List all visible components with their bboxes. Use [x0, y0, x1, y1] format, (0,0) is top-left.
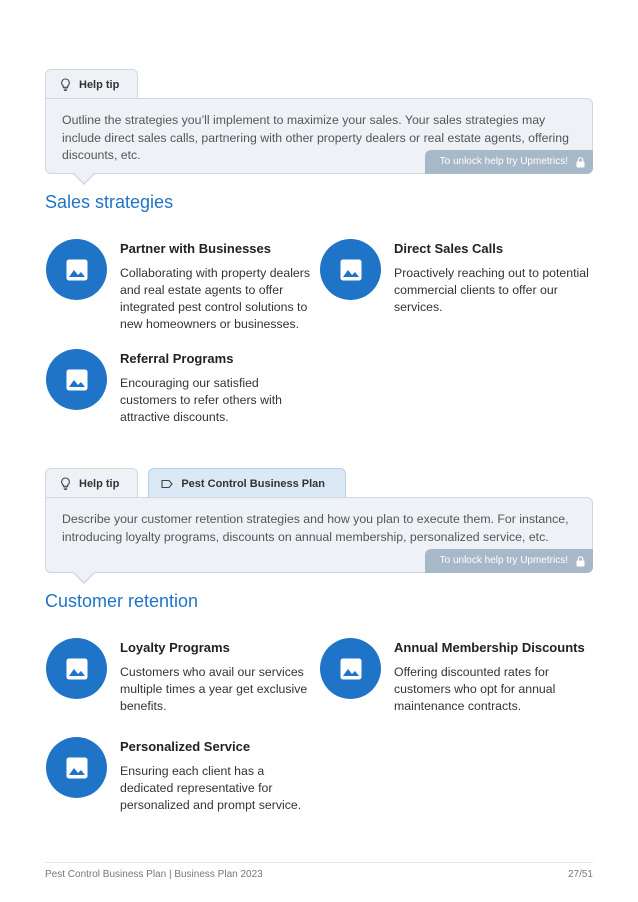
footer-divider — [45, 862, 593, 863]
plan-tag-tab[interactable] — [148, 468, 346, 498]
help-tip-text: Outline the strategies you’ll implement to maximize your sales. Your sales strategies may include direct sales calls, partnering with other property dealers or real estate agents, offering discounts, etc. — [62, 113, 569, 162]
tag-icon — [161, 479, 173, 489]
strategy-image — [46, 239, 107, 300]
retention-description: Offering discounted rates for customers who opt for annual maintenance contracts. — [394, 665, 556, 713]
image-placeholder-icon — [339, 657, 363, 681]
help-tip-label: Help tip — [79, 477, 120, 490]
help-tip-label: Help tip — [79, 78, 120, 91]
help-tip-text: Describe your customer retention strategies and how you plan to execute them. For instance, introducing loyalty programs, discounts on annual membership, personalized service, etc. — [62, 512, 569, 544]
help-tip-tab[interactable] — [45, 69, 138, 99]
help-tip-pointer — [72, 173, 96, 185]
strategy-image — [320, 239, 381, 300]
lock-icon — [576, 556, 585, 567]
strategy-description: Encouraging our satisfied customers to refer others with attractive discounts. — [120, 376, 282, 424]
image-placeholder-icon — [65, 368, 89, 392]
lightbulb-icon — [60, 477, 71, 490]
strategy-title: Direct Sales Calls — [394, 241, 504, 256]
lock-icon — [576, 157, 585, 168]
unlock-help-button[interactable] — [425, 150, 593, 174]
help-tip-pointer — [72, 572, 96, 584]
image-placeholder-icon — [65, 258, 89, 282]
plan-tag-label: Pest Control Business Plan — [181, 477, 325, 490]
retention-image — [46, 737, 107, 798]
strategy-description: Proactively reaching out to potential commercial clients to offer our services. — [394, 266, 589, 314]
retention-image — [46, 638, 107, 699]
unlock-help-button[interactable] — [425, 549, 593, 573]
help-tip-box — [45, 497, 593, 573]
image-placeholder-icon — [65, 756, 89, 780]
strategy-title: Partner with Businesses — [120, 241, 271, 256]
section-title-sales: Sales strategies — [45, 192, 174, 212]
page-number: 27/51 — [567, 869, 593, 880]
section-title-retention: Customer retention — [45, 591, 199, 611]
retention-description: Ensuring each client has a dedicated representative for personalized and prompt service. — [120, 764, 302, 812]
help-tip-tabs — [45, 69, 138, 99]
unlock-help-label: To unlock help try Upmetrics! — [439, 555, 568, 567]
help-tip-box — [45, 98, 593, 174]
unlock-help-label: To unlock help try Upmetrics! — [439, 156, 568, 168]
image-placeholder-icon — [339, 258, 363, 282]
retention-title: Annual Membership Discounts — [394, 640, 585, 655]
strategy-image — [46, 349, 107, 410]
help-tip-tab[interactable] — [45, 468, 138, 498]
retention-title: Personalized Service — [120, 739, 251, 754]
footer-text: Pest Control Business Plan | Business Plan 2023 — [45, 869, 263, 880]
retention-title: Loyalty Programs — [120, 640, 230, 655]
retention-description: Customers who avail our services multiple times a year get exclusive benefits. — [120, 665, 308, 713]
lightbulb-icon — [60, 78, 71, 91]
help-tip-tabs — [45, 468, 346, 498]
strategy-description: Collaborating with property dealers and real estate agents to offer integrated pest control solutions to new homeowners or businesses. — [120, 266, 311, 331]
strategy-title: Referral Programs — [120, 351, 234, 366]
image-placeholder-icon — [65, 657, 89, 681]
retention-image — [320, 638, 381, 699]
